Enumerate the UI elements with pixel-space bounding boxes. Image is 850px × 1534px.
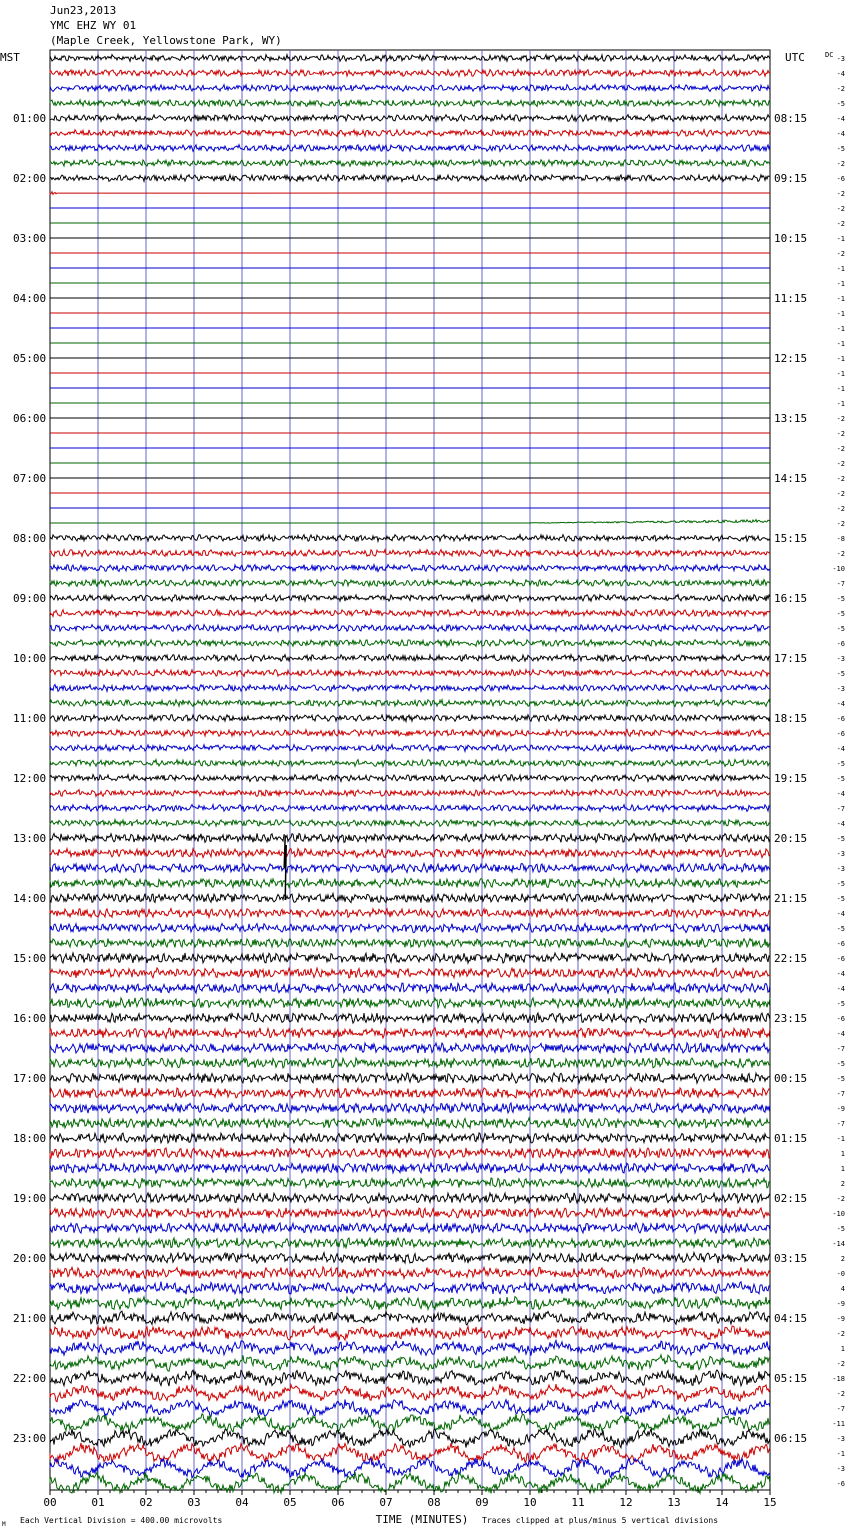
x-tick-label: 05 [283, 1496, 297, 1509]
utc-hour-label: 09:15 [774, 172, 808, 185]
dc-offset-value: -5 [836, 670, 845, 678]
x-tick-label: 02 [139, 1496, 153, 1509]
utc-hour-label: 19:15 [774, 772, 808, 785]
dc-offset-value: -10 [832, 1210, 845, 1218]
dc-offset-value: -5 [836, 895, 845, 903]
trace-line [50, 1252, 770, 1263]
trace-line [50, 640, 770, 647]
dc-offset-value: -1 [836, 340, 845, 348]
trace-line [50, 1282, 770, 1295]
footer-corner-mark: M [2, 1521, 6, 1528]
dc-offset-value: -7 [836, 1120, 845, 1128]
mst-hour-label: 06:00 [13, 412, 47, 425]
dc-offset-value: -2 [836, 460, 845, 468]
dc-offset-value: -3 [836, 655, 845, 663]
trace-line [50, 1326, 770, 1340]
trace-line [50, 820, 770, 827]
x-tick-label: 10 [523, 1496, 537, 1509]
dc-offset-value: -1 [836, 385, 845, 393]
dc-offset-value: -5 [836, 100, 845, 108]
trace-line [50, 894, 770, 903]
mst-hour-label: 23:00 [13, 1432, 47, 1445]
dc-offset-value: -2 [836, 1390, 845, 1398]
dc-offset-value: -6 [836, 640, 845, 648]
trace-line [50, 115, 770, 122]
dc-offset-value: -4 [836, 1030, 845, 1038]
dc-offset-value: -1 [836, 265, 845, 273]
utc-hour-label: 05:15 [774, 1372, 808, 1385]
trace-line [50, 1370, 770, 1386]
dc-offset-value: -1 [836, 310, 845, 318]
dc-offset-value: -2 [836, 205, 845, 213]
trace-line [50, 1208, 770, 1218]
dc-offset-value: -4 [836, 115, 845, 123]
dc-offset-value: -2 [836, 160, 845, 168]
dc-offset-value: 1 [840, 1165, 845, 1173]
dc-offset-value: -3 [836, 865, 845, 873]
trace-line [50, 175, 770, 182]
dc-offset-value: -7 [836, 1405, 845, 1413]
trace-line [50, 1414, 770, 1433]
utc-hour-label: 12:15 [774, 352, 808, 365]
dc-offset-value: -3 [836, 850, 845, 858]
dc-offset-value: -2 [836, 475, 845, 483]
trace-line [50, 790, 770, 797]
dc-offset-value: -2 [836, 250, 845, 258]
dc-offset-value: -3 [836, 1465, 845, 1473]
dc-offset-value: -7 [836, 1045, 845, 1053]
mst-hour-label: 15:00 [13, 952, 47, 965]
trace-line [50, 1043, 770, 1053]
trace-line [50, 70, 770, 77]
mst-hour-label: 03:00 [13, 232, 47, 245]
trace-line [50, 953, 770, 963]
dc-offset-value: -4 [836, 130, 845, 138]
dc-offset-value: -7 [836, 805, 845, 813]
dc-offset-value: -4 [836, 790, 845, 798]
dc-offset-value: -5 [836, 775, 845, 783]
dc-offset-value: -6 [836, 955, 845, 963]
utc-hour-label: 04:15 [774, 1312, 808, 1325]
trace-line [50, 775, 770, 782]
dc-offset-value: -7 [836, 580, 845, 588]
mst-hour-label: 08:00 [13, 532, 47, 545]
x-tick-label: 15 [763, 1496, 777, 1509]
dc-offset-value: -2 [836, 415, 845, 423]
dc-offset-value: -14 [832, 1240, 845, 1248]
dc-offset-value: -5 [836, 1000, 845, 1008]
trace-line [50, 550, 770, 557]
dc-offset-value: -4 [836, 985, 845, 993]
dc-offset-value: -5 [836, 835, 845, 843]
trace-line [50, 85, 770, 92]
mst-hour-label: 21:00 [13, 1312, 47, 1325]
dc-offset-value: -5 [836, 625, 845, 633]
dc-offset-value: -3 [836, 55, 845, 63]
trace-line [50, 1399, 770, 1416]
dc-offset-value: -1 [836, 1135, 845, 1143]
trace-line [50, 192, 770, 195]
trace-line [50, 983, 770, 993]
trace-line [50, 1458, 770, 1478]
trace-line [50, 1163, 770, 1173]
dc-offset-value: -3 [836, 1435, 845, 1443]
utc-hour-label: 13:15 [774, 412, 808, 425]
footer-scale-note: Each Vertical Division = 400.00 microvolts [20, 1516, 223, 1525]
mst-hour-label: 19:00 [13, 1192, 47, 1205]
x-tick-label: 13 [667, 1496, 681, 1509]
dc-offset-value: -2 [836, 550, 845, 558]
trace-line [50, 670, 770, 677]
dc-offset-value: -6 [836, 940, 845, 948]
dc-offset-value: -5 [836, 610, 845, 618]
utc-hour-label: 18:15 [774, 712, 808, 725]
dc-offset-value: -6 [836, 1480, 845, 1488]
dc-offset-value: -4 [836, 745, 845, 753]
trace-line [50, 1148, 770, 1158]
dc-offset-value: -2 [836, 1330, 845, 1338]
x-tick-label: 12 [619, 1496, 633, 1509]
trace-line [50, 715, 770, 722]
dc-offset-value: -1 [836, 280, 845, 288]
dc-offset-value: 2 [840, 1180, 845, 1188]
trace-line [50, 1238, 770, 1248]
dc-offset-value: -9 [836, 1105, 845, 1113]
dc-offset-value: -18 [832, 1375, 845, 1383]
x-tick-label: 08 [427, 1496, 441, 1509]
utc-hour-label: 17:15 [774, 652, 808, 665]
dc-offset-value: -1 [836, 370, 845, 378]
mst-hour-label: 09:00 [13, 592, 47, 605]
trace-line [50, 1133, 770, 1143]
x-tick-label: 11 [571, 1496, 585, 1509]
dc-offset-value: 1 [840, 1150, 845, 1158]
mst-hour-label: 02:00 [13, 172, 47, 185]
mst-hour-label: 11:00 [13, 712, 47, 725]
header-station: YMC EHZ WY 01 [50, 19, 137, 32]
utc-axis-label: UTC [785, 51, 805, 64]
dc-offset-value: -0 [836, 1270, 845, 1278]
mst-hour-label: 05:00 [13, 352, 47, 365]
dc-offset-value: -4 [836, 700, 845, 708]
dc-offset-value: -4 [836, 820, 845, 828]
trace-line [50, 55, 770, 62]
utc-hour-label: 23:15 [774, 1012, 808, 1025]
dc-offset-value: -11 [832, 1420, 845, 1428]
dc-offset-value: -5 [836, 760, 845, 768]
dc-offset-value: -1 [836, 1450, 845, 1458]
mst-hour-label: 20:00 [13, 1252, 47, 1265]
trace-line [50, 1267, 770, 1279]
trace-line [50, 909, 770, 918]
dc-offset-value: -6 [836, 715, 845, 723]
dc-offset-value: -1 [836, 355, 845, 363]
dc-offset-value: -10 [832, 565, 845, 573]
dc-offset-value: -9 [836, 1300, 845, 1308]
x-tick-label: 04 [235, 1496, 249, 1509]
dc-offset-value: -4 [836, 910, 845, 918]
dc-offset-value: -5 [836, 595, 845, 603]
utc-hour-label: 06:15 [774, 1432, 808, 1445]
dc-offset-value: -6 [836, 1015, 845, 1023]
trace-line [50, 520, 770, 524]
dc-offset-value: -5 [836, 925, 845, 933]
mst-hour-label: 16:00 [13, 1012, 47, 1025]
dc-offset-value: -2 [836, 490, 845, 498]
trace-line [50, 1340, 770, 1355]
trace-line [50, 565, 770, 572]
trace-line [50, 1297, 770, 1310]
dc-offset-value: -4 [836, 970, 845, 978]
mst-hour-label: 07:00 [13, 472, 47, 485]
utc-hour-label: 21:15 [774, 892, 808, 905]
trace-line [50, 1311, 770, 1325]
mst-hour-label: 10:00 [13, 652, 47, 665]
utc-hour-label: 00:15 [774, 1072, 808, 1085]
trace-line [50, 760, 770, 767]
trace-line [50, 130, 770, 137]
utc-hour-label: 20:15 [774, 832, 808, 845]
trace-line [50, 160, 770, 167]
trace-line [50, 1103, 770, 1113]
dc-offset-value: -2 [836, 1360, 845, 1368]
dc-offset-value: 1 [840, 1345, 845, 1353]
dc-offset-value: -1 [836, 325, 845, 333]
dc-offset-value: 2 [840, 1255, 845, 1263]
utc-hour-label: 08:15 [774, 112, 808, 125]
x-axis-label: TIME (MINUTES) [375, 1513, 469, 1526]
dc-offset-value: -5 [836, 145, 845, 153]
trace-line [50, 1118, 770, 1128]
mst-hour-label: 12:00 [13, 772, 47, 785]
trace-line [50, 1178, 770, 1188]
trace-line [50, 745, 770, 752]
dc-offset-value: -4 [836, 70, 845, 78]
utc-hour-label: 03:15 [774, 1252, 808, 1265]
dc-offset-value: -2 [836, 430, 845, 438]
dc-offset-value: -2 [836, 220, 845, 228]
dc-offset-value: -2 [836, 520, 845, 528]
header-location: (Maple Creek, Yellowstone Park, WY) [50, 34, 282, 47]
dc-offset-value: -2 [836, 85, 845, 93]
utc-hour-label: 22:15 [774, 952, 808, 965]
dc-label: DC [825, 51, 834, 59]
mst-hour-label: 14:00 [13, 892, 47, 905]
trace-line [50, 580, 770, 587]
dc-offset-value: 4 [840, 1285, 845, 1293]
utc-hour-label: 11:15 [774, 292, 808, 305]
mst-hour-label: 04:00 [13, 292, 47, 305]
dc-offset-value: -5 [836, 880, 845, 888]
x-tick-label: 07 [379, 1496, 393, 1509]
dc-offset-value: -5 [836, 1075, 845, 1083]
mst-hour-label: 18:00 [13, 1132, 47, 1145]
dc-offset-value: -5 [836, 1060, 845, 1068]
x-tick-label: 03 [187, 1496, 201, 1509]
dc-offset-value: -1 [836, 235, 845, 243]
trace-line [50, 968, 770, 978]
dc-offset-value: -2 [836, 445, 845, 453]
trace-line [50, 625, 770, 632]
utc-hour-label: 15:15 [774, 532, 808, 545]
dc-offset-value: -8 [836, 535, 845, 543]
trace-line [50, 1193, 770, 1203]
x-tick-label: 00 [43, 1496, 57, 1509]
dc-offset-value: -2 [836, 505, 845, 513]
dc-offset-value: -1 [836, 295, 845, 303]
trace-line [50, 1429, 770, 1448]
mst-axis-label: MST [0, 51, 20, 64]
trace-line [50, 1058, 770, 1068]
trace-line [50, 939, 770, 948]
trace-line [50, 1384, 770, 1402]
utc-hour-label: 01:15 [774, 1132, 808, 1145]
trace-line [50, 535, 770, 542]
trace-line [50, 700, 770, 707]
trace-line [50, 924, 770, 933]
trace-line [50, 1355, 770, 1371]
utc-hour-label: 16:15 [774, 592, 808, 605]
footer-clip-note: Traces clipped at plus/minus 5 vertical divisions [482, 1516, 719, 1525]
dc-offset-value: -1 [836, 400, 845, 408]
mst-hour-label: 17:00 [13, 1072, 47, 1085]
utc-hour-label: 02:15 [774, 1192, 808, 1205]
mst-hour-label: 13:00 [13, 832, 47, 845]
trace-line [50, 879, 770, 888]
utc-hour-label: 10:15 [774, 232, 808, 245]
dc-offset-value: -7 [836, 1090, 845, 1098]
trace-line [50, 610, 770, 617]
trace-line [50, 655, 770, 662]
trace-line [50, 1223, 770, 1233]
trace-line [50, 864, 770, 873]
trace-line [50, 1028, 770, 1038]
trace-line [50, 1088, 770, 1098]
trace-line [50, 998, 770, 1008]
dc-offset-value: -9 [836, 1315, 845, 1323]
trace-line [50, 730, 770, 737]
dc-offset-value: -3 [836, 685, 845, 693]
x-tick-label: 09 [475, 1496, 489, 1509]
trace-line [50, 805, 770, 812]
dc-offset-value: -6 [836, 175, 845, 183]
trace-line [50, 685, 770, 692]
utc-hour-label: 14:15 [774, 472, 808, 485]
dc-offset-value: -2 [836, 190, 845, 198]
dc-offset-value: -6 [836, 730, 845, 738]
dc-offset-value: -2 [836, 1195, 845, 1203]
x-tick-label: 01 [91, 1496, 105, 1509]
mst-hour-label: 22:00 [13, 1372, 47, 1385]
header-date: Jun23,2013 [50, 4, 117, 17]
event-spike [284, 836, 286, 900]
trace-line [50, 849, 770, 858]
trace-line [50, 145, 770, 152]
trace-line [50, 833, 770, 842]
dc-offset-value: -5 [836, 1225, 845, 1233]
x-tick-label: 14 [715, 1496, 729, 1509]
trace-line [50, 595, 770, 602]
trace-line [50, 1013, 770, 1023]
mst-hour-label: 01:00 [13, 112, 47, 125]
x-tick-label: 06 [331, 1496, 345, 1509]
trace-line [50, 100, 770, 107]
trace-line [50, 1073, 770, 1083]
